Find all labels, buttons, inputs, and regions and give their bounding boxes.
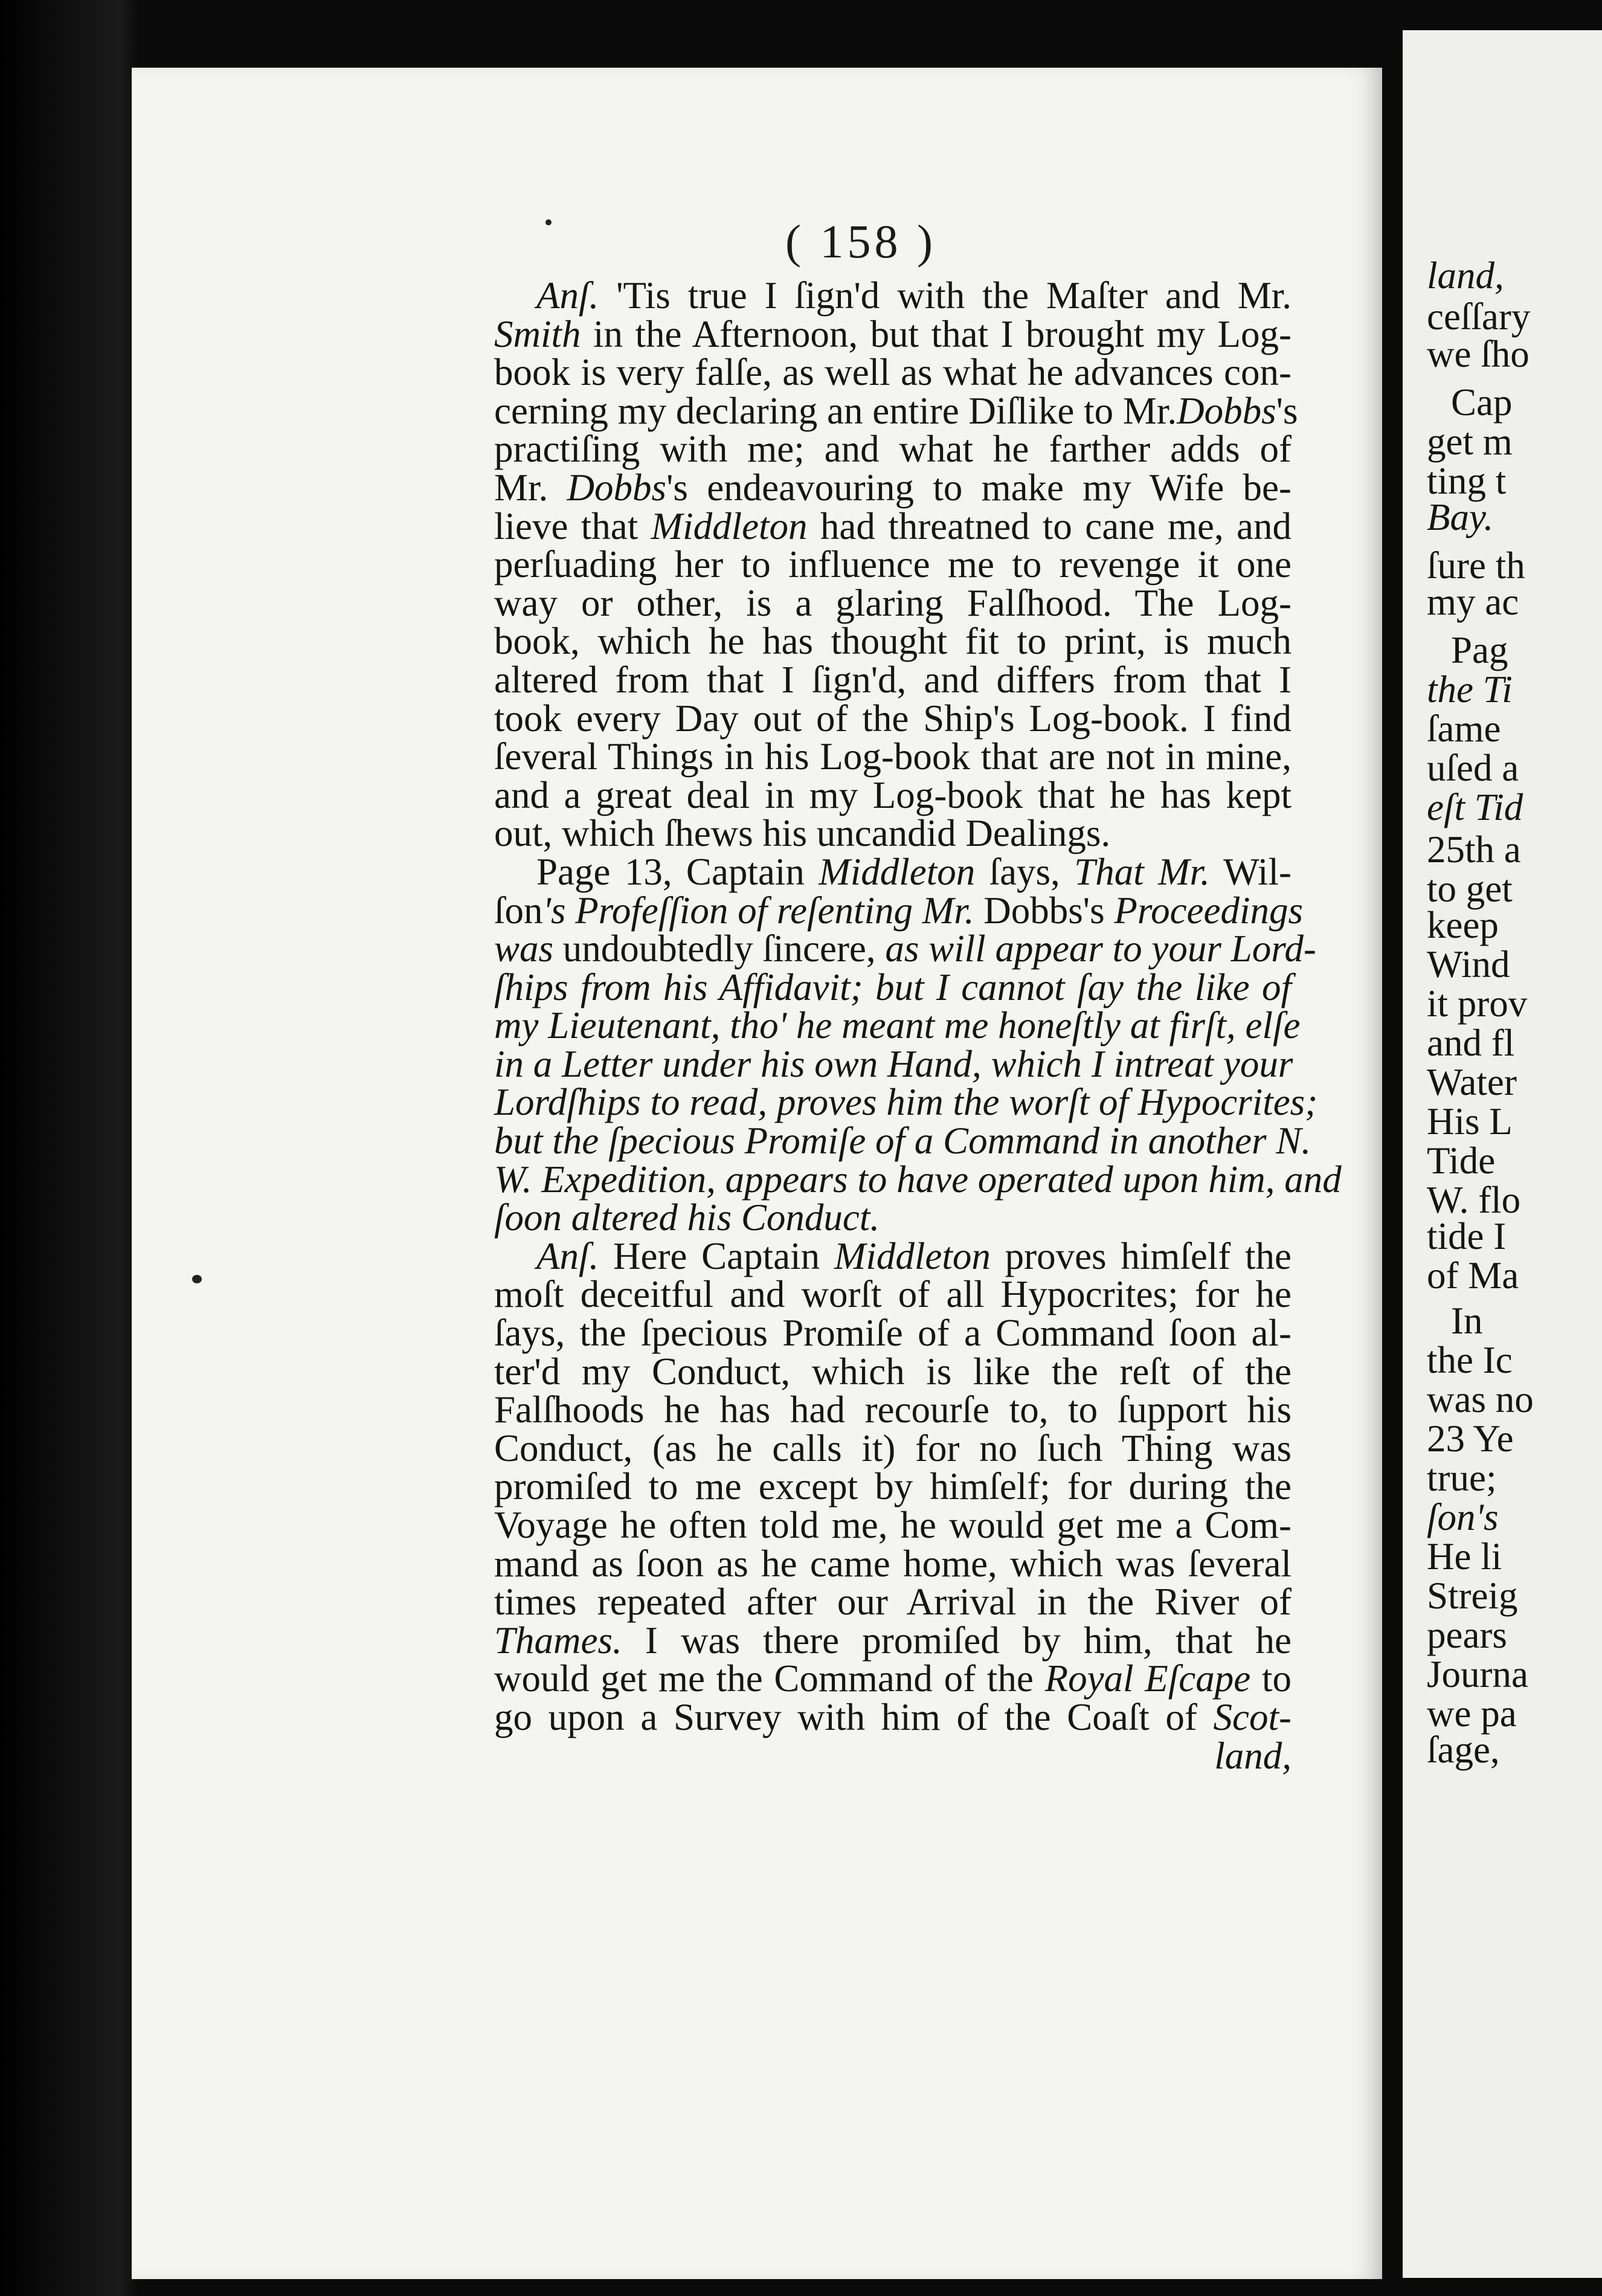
right-page-line: pears: [1427, 1614, 1507, 1656]
text-run: go upon a Survey with him of the Coaſt of: [494, 1695, 1214, 1738]
text-line: [494, 1388, 1292, 1431]
text-line: [494, 850, 1292, 893]
text-run: book, which he has thought fit to print, is much: [494, 620, 1292, 663]
text-run: to: [1250, 1657, 1292, 1700]
text-run: lieve that: [494, 505, 651, 547]
left-page-text: [494, 274, 1342, 1777]
text-run: Proceedings: [1114, 889, 1303, 932]
right-page-line: of Ma: [1427, 1254, 1519, 1297]
text-line: [494, 505, 1292, 547]
text-run: W. Expedition, appears to have operated upon him, and: [494, 1158, 1342, 1201]
text-run: Middleton: [819, 850, 976, 893]
text-line: [494, 1583, 1292, 1622]
text-run: That Mr.: [1074, 850, 1210, 893]
text-line: [494, 466, 1292, 509]
right-page-line: Water: [1427, 1061, 1517, 1103]
right-page-line: ceſſary: [1427, 295, 1531, 338]
text-line: [494, 581, 1292, 624]
text-run: Scot-: [1213, 1695, 1292, 1738]
text-line: [494, 1004, 1301, 1047]
text-run: ſhips from his Affidavit; but I cannot ſay the like of: [494, 966, 1292, 1008]
text-run: practiſing with me; and what he farther adds of: [494, 428, 1292, 471]
right-page: [1403, 30, 1602, 2278]
text-run: altered from that I ſign'd, and differs from that I: [494, 658, 1292, 701]
text-run: proves himſelf the: [990, 1234, 1292, 1277]
text-run: 'Tis true I ſign'd with the Maſter and Mr.: [599, 274, 1292, 317]
text-line: [494, 658, 1292, 701]
text-line: [494, 814, 1292, 853]
text-run: Here Captain: [599, 1234, 834, 1277]
text-run: would get me the Command of the: [494, 1657, 1045, 1700]
text-run: book is very falſe, as well as what he advances con-: [494, 351, 1292, 394]
text-run: as will appear to your Lord-: [885, 927, 1316, 970]
right-page-line: my ac: [1427, 581, 1519, 623]
text-line: [494, 1619, 1292, 1662]
text-run: Middleton: [651, 505, 808, 547]
text-run: Mr.: [494, 466, 567, 509]
right-page-line: Bay.: [1427, 496, 1494, 538]
text-run: perſuading her to influence me to revenge it one: [494, 543, 1292, 586]
right-page-line: eſt Tid: [1427, 786, 1523, 828]
text-run: had threatned to cane me, and: [807, 505, 1292, 547]
text-run: took every Day out of the Ship's Log-book. I find: [494, 697, 1292, 740]
right-page-line: keep: [1427, 904, 1499, 946]
text-run: undoubtedly ſincere,: [553, 927, 886, 970]
text-run: Falſhoods he has had recourſe to, to ſupport his: [494, 1388, 1292, 1431]
text-run: land,: [1214, 1734, 1292, 1777]
text-run: moſt deceitful and worſt of all Hypocrites; for he: [494, 1273, 1292, 1316]
right-page-line: tide I: [1427, 1215, 1507, 1257]
text-line: [494, 1427, 1292, 1469]
text-run: Page 13, Captain: [536, 850, 819, 893]
text-run: out, which ſhews his uncandid Dealings.: [494, 812, 1111, 855]
text-run: Dobbs's: [974, 889, 1115, 932]
text-run: ſays, the ſpecious Promiſe of a Command ſoon al-: [494, 1312, 1292, 1355]
text-run: and a great deal in my Log-book that he has kept: [494, 773, 1292, 816]
text-line: [494, 1314, 1292, 1353]
right-page-line: ſon's: [1427, 1496, 1499, 1538]
text-run: ſoon altered his Conduct.: [494, 1196, 880, 1239]
right-page-line: ſame: [1427, 708, 1501, 750]
text-run: ter'd my Conduct, which is like the reſt of the: [494, 1350, 1292, 1393]
text-run: in a Letter under his own Hand, which I intreat your: [494, 1042, 1293, 1085]
text-line: [494, 1657, 1292, 1700]
right-page-line: 23 Ye: [1427, 1417, 1514, 1460]
text-line: [494, 1734, 1292, 1777]
right-page-line: land,: [1427, 254, 1504, 297]
right-page-line: to get: [1427, 868, 1513, 910]
text-run: mand as ſoon as he came home, which was ſeveral: [494, 1542, 1292, 1585]
text-run: ſon: [494, 889, 543, 932]
right-page-line: uſed a: [1427, 747, 1519, 789]
text-run: Royal Eſcape: [1044, 1657, 1251, 1700]
right-page-line: we pa: [1427, 1692, 1517, 1735]
right-page-line: and fl: [1427, 1022, 1515, 1064]
text-line: [494, 966, 1292, 1008]
text-run: ſeveral Things in his Log-book that are not in mine,: [494, 735, 1292, 778]
text-line: [494, 1542, 1292, 1585]
text-run: cerning my declaring an entire Diſlike to Mr.: [494, 389, 1177, 432]
text-line: [494, 1465, 1292, 1508]
right-page-line: we ſho: [1427, 333, 1530, 375]
text-line: [494, 543, 1292, 586]
text-run: Lordſhips to read, proves him the worſt of Hypocrites;: [494, 1081, 1318, 1124]
text-line: [494, 1042, 1293, 1085]
right-page-line: ſage,: [1427, 1729, 1500, 1771]
text-run: but the ſpecious Promiſe of a Command in another N.: [494, 1120, 1311, 1163]
text-run: Anſ.: [536, 274, 599, 317]
text-run: Anſ.: [536, 1234, 599, 1277]
right-page-line: W. flo: [1427, 1179, 1521, 1221]
right-page-line: ting t: [1427, 460, 1507, 502]
right-page-line: He li: [1427, 1535, 1502, 1578]
text-run: way or other, is a glaring Falſhood. The Log-: [494, 581, 1292, 624]
text-run: in the Afternoon, but that I brought my Log-: [581, 312, 1292, 355]
text-line: [494, 274, 1292, 317]
text-run: Wil-: [1209, 850, 1292, 893]
right-page-line: 25th a: [1427, 828, 1521, 871]
text-run: times repeated after our Arrival in the River of: [494, 1581, 1292, 1624]
ink-speck: [545, 219, 552, 225]
text-run: Smith: [494, 312, 581, 355]
text-line: [494, 1350, 1292, 1393]
text-line: [494, 1234, 1292, 1277]
text-line: [494, 389, 1298, 432]
right-page-line: it prov: [1427, 982, 1528, 1025]
right-page-line: Streig: [1427, 1575, 1518, 1617]
right-page-line: Tide: [1427, 1140, 1496, 1182]
text-run: 's endeavouring to make my Wife be-: [666, 466, 1292, 509]
text-line: [494, 312, 1292, 355]
text-line: [494, 889, 1303, 932]
right-page-line: His L: [1427, 1100, 1513, 1143]
text-run: Voyage he often told me, he would get me a Com-: [494, 1504, 1292, 1546]
right-page-line: ſure th: [1427, 544, 1525, 587]
right-page-line: Journa: [1427, 1653, 1528, 1695]
right-page-line: the Ti: [1427, 668, 1513, 711]
text-line: [494, 1506, 1292, 1545]
right-page-line: Wind: [1427, 943, 1510, 985]
text-run: was: [494, 927, 554, 970]
text-line: [494, 353, 1292, 392]
right-page-line: true;: [1427, 1457, 1497, 1499]
right-page-line: the Ic: [1427, 1339, 1513, 1381]
ink-speck: [192, 1275, 202, 1283]
text-run: promiſed to me except by himſelf; for during the: [494, 1465, 1292, 1508]
text-run: 's Profeſſion of reſenting Mr.: [542, 889, 974, 932]
text-line: [494, 1196, 1292, 1239]
text-run: Dobbs: [1177, 389, 1276, 432]
text-line: [494, 430, 1292, 469]
right-page-line: In: [1451, 1300, 1483, 1342]
text-line: [494, 1695, 1292, 1738]
text-line: [494, 1081, 1318, 1124]
text-run: ſays,: [975, 850, 1075, 893]
text-line: [494, 927, 1316, 970]
text-line: [494, 773, 1292, 816]
text-line: [494, 1158, 1342, 1201]
right-page-line: was no: [1427, 1378, 1534, 1420]
text-run: Thames.: [494, 1619, 622, 1662]
text-run: I was there promiſed by him, that he: [622, 1619, 1292, 1662]
text-run: 's: [1276, 389, 1298, 432]
right-page-line: Pag: [1451, 629, 1508, 671]
text-line: [494, 697, 1292, 740]
right-page-line: Cap: [1451, 381, 1513, 424]
right-page-line: get m: [1427, 421, 1513, 463]
page-number: ( 158 ): [785, 215, 936, 268]
text-line: [494, 1120, 1311, 1163]
text-line: [494, 622, 1292, 661]
text-line: [494, 1275, 1292, 1314]
text-run: Conduct, (as he calls it) for no ſuch Thing was: [494, 1427, 1292, 1469]
text-run: Middleton: [834, 1234, 991, 1277]
text-run: Dobbs: [567, 466, 667, 509]
text-line: [494, 735, 1292, 778]
text-run: my Lieutenant, tho' he meant me honeſtly at firſt, elſe: [494, 1004, 1301, 1047]
